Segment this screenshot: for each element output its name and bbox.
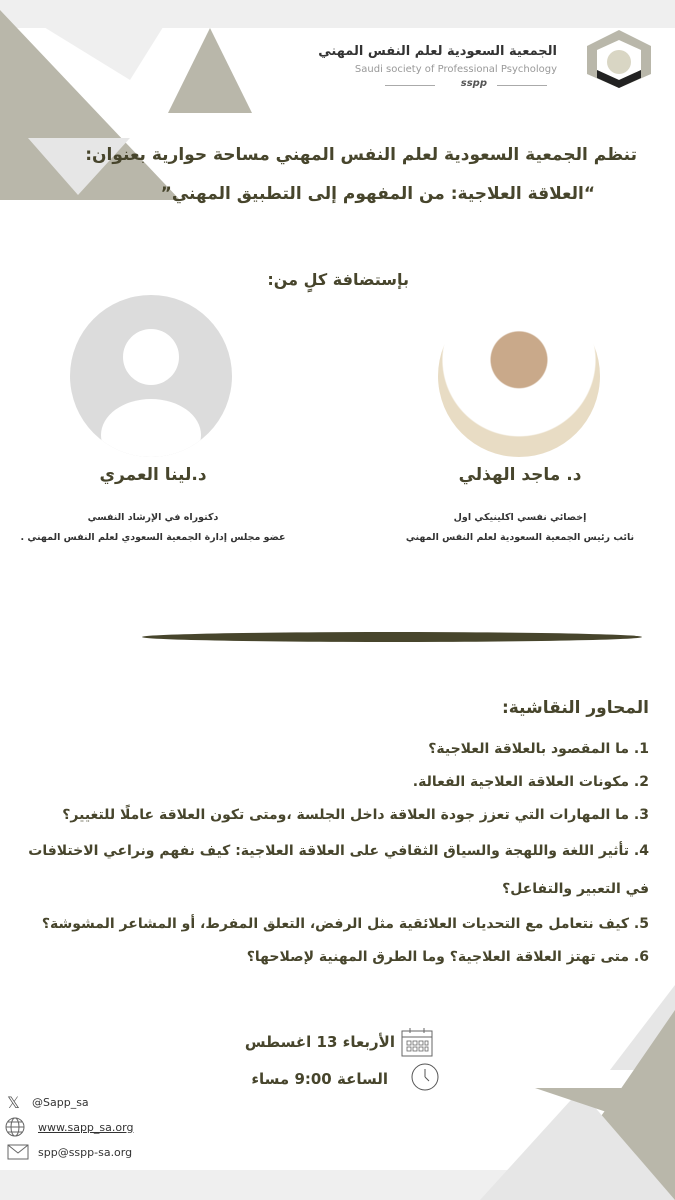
speaker-name: د. ماجد الهذلي [458,465,582,485]
agenda-item: 2. مكونات العلاقة العلاجية الفعالة. [412,774,649,790]
speaker-role: عضو مجلس إدارة الجمعية السعودي لعلم النفس المهني . [20,532,286,543]
email-address[interactable]: spp@sspp-sa.org [38,1146,133,1159]
agenda-item: 5. كيف نتعامل مع التحديات العلائقية مثل الرفض، التعلق المفرط، أو المشاعر المشوشة؟ [41,916,649,932]
logo-emblem [583,28,655,90]
speaker-name: د.لينا العمري [99,465,207,485]
event-date: الأربعاء 13 اغسطس [244,1033,395,1051]
agenda-item: 4. تأثير اللغة واللهجة والسياق الثقافي على العلاقة العلاجية: كيف نفهم ونراعي الاختلافات في التعبير والتفاعل؟ [28,843,649,897]
agenda-item: 1. ما المقصود بالعلاقة العلاجية؟ [428,741,649,757]
clock-icon [411,1063,439,1095]
speaker-role: نائب رئيس الجمعية السعودية لعلم النفس المهني [405,532,635,543]
headline: تنظم الجمعية السعودية لعلم النفس المهني مساحة حوارية بعنوان: [85,145,637,165]
speaker-role: دكتوراه في الإرشاد النفسي [87,512,219,523]
speaker-role: إخصائي نفسي اكلينيكي اول [453,512,587,523]
agenda-item: 3. ما المهارات التي تعزز جودة العلاقة داخل الجلسة ،ومتى تكون العلاقة عاملًا للتغيير؟ [62,807,649,823]
logo-divider [497,85,547,86]
agenda-list [9,733,649,974]
logo-english-name: Saudi society of Professional Psychology [354,64,557,75]
x-twitter-icon: 𝕏 [7,1093,20,1112]
calendar-icon [401,1027,433,1061]
website-link[interactable]: www.sapp_sa.org [38,1121,134,1134]
speaker-photo [438,295,600,457]
event-time: الساعة 9:00 مساء [251,1070,388,1088]
globe-icon [5,1117,25,1141]
avatar-placeholder [70,295,232,457]
mail-icon [7,1144,29,1164]
logo-arabic-name: الجمعية السعودية لعلم النفس المهني [318,44,557,59]
agenda-item: 6. متى تهتز العلاقة العلاجية؟ وما الطرق المهنية لإصلاحها؟ [246,949,649,965]
agenda-title: المحاور النقاشية: [501,698,649,718]
hosting-label: بإستضافة كلٍ من: [267,270,409,289]
twitter-handle[interactable]: @Sapp_sa [32,1096,89,1109]
logo-acronym: sspp [460,78,487,89]
session-title: “العلاقة العلاجية: من المفهوم إلى التطبيق المهني” [160,184,595,204]
logo-divider [385,85,435,86]
